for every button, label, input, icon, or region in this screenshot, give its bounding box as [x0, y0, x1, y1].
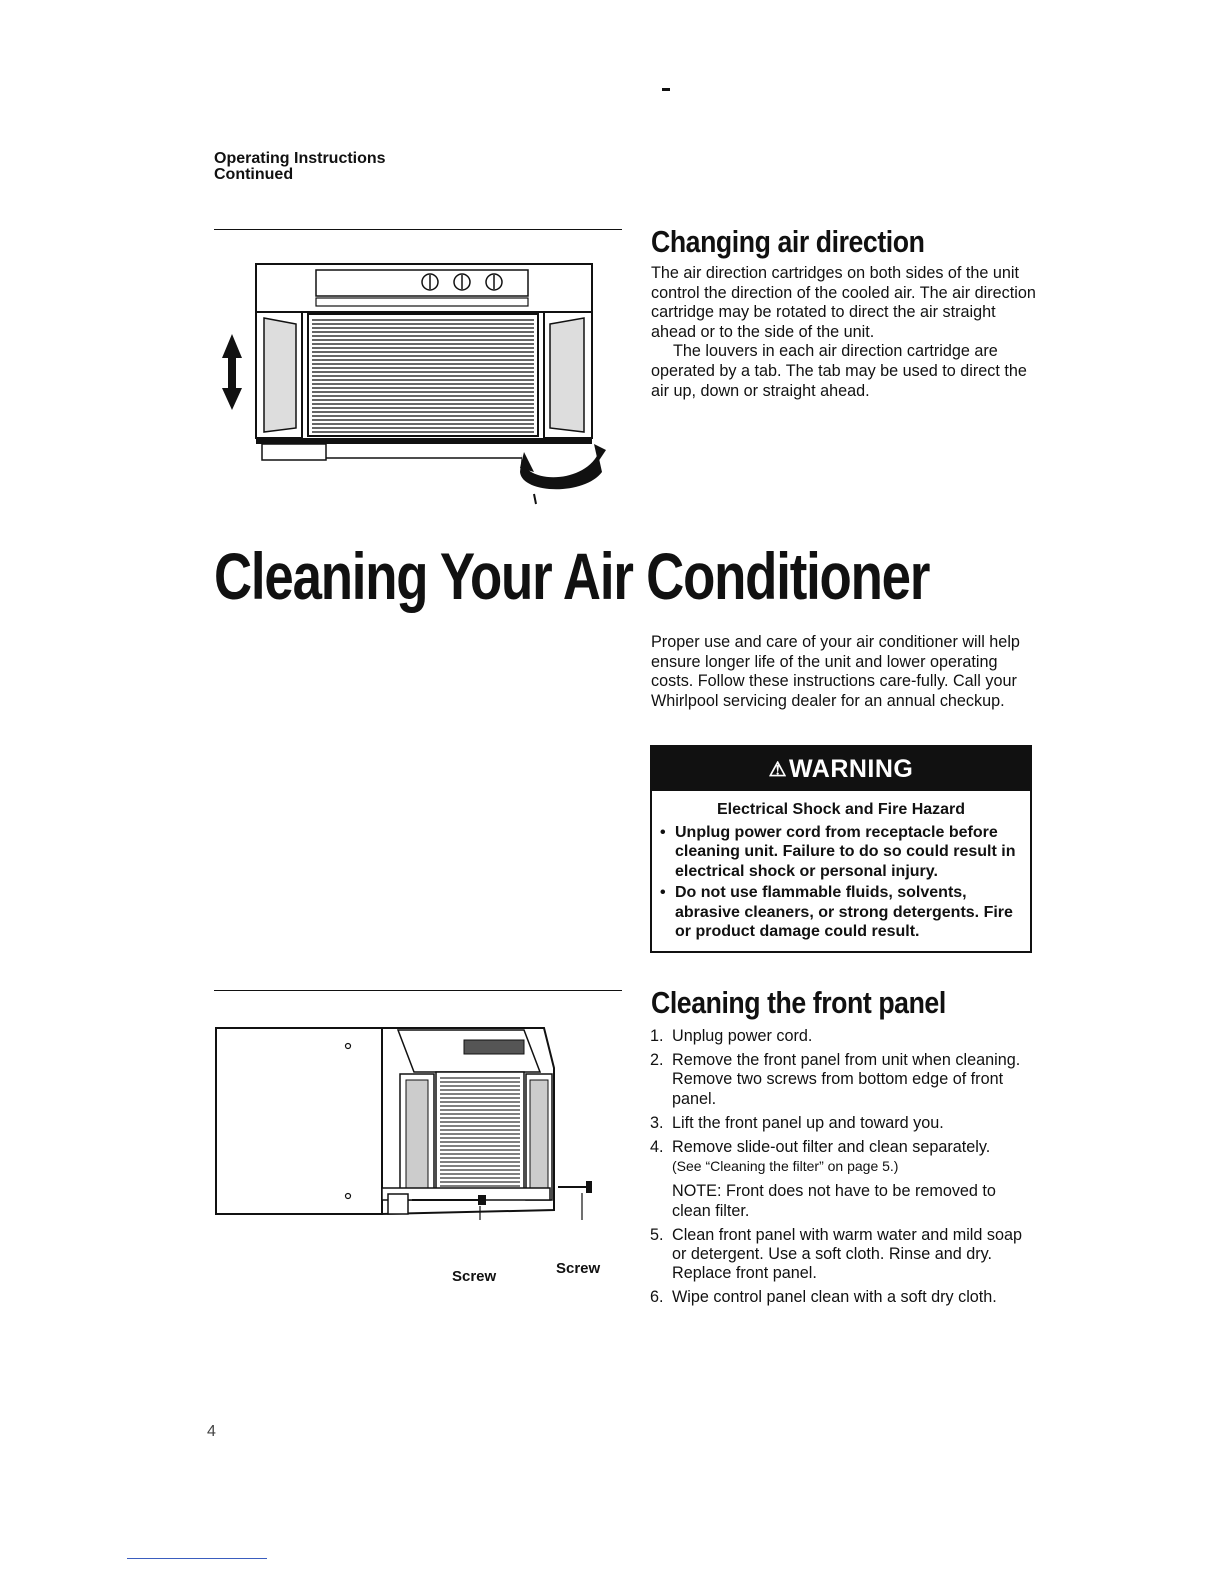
cleaning-intro: Proper use and care of your air conditioner will help ensure longer life of the unit and lower operating costs. Follow these instructions care-fully. Call your Whirlpool servicing dealer for an annual checkup. — [651, 633, 1020, 710]
screw-icon — [558, 1181, 592, 1193]
air-direction-illustration — [222, 258, 612, 508]
air-direction-body — [651, 264, 1041, 401]
warning-hazard: Electrical Shock and Fire Hazard — [716, 801, 966, 818]
screw-label-left: Screw — [452, 1268, 497, 1285]
up-down-arrow-icon — [222, 334, 242, 410]
list-item: 4. Remove slide-out filter and clean separately. (See “Cleaning the filter” on page 5.) NOTE: Front does not have to be removed to clean filter. — [650, 1138, 1036, 1221]
list-item: 6. Wipe control panel clean with a soft dry cloth. — [650, 1288, 997, 1307]
warning-item: • Do not use flammable fluids, solvents, abrasive cleaners, or strong detergents. Fire or product damage could result. — [660, 883, 1024, 941]
page-number: 4 — [207, 1423, 216, 1440]
air-direction-paragraph-1: The air direction cartridges on both sides of the unit control the direction of the cooled air. The air direction cartridge may be rotated to direct the air straight ahead or to the side of the unit. — [651, 264, 1036, 341]
warning-item: • Unplug power cord from receptacle before cleaning unit. Failure to do so could result in electrical shock or personal injury. — [660, 823, 1024, 881]
section-rule-bottom — [214, 990, 622, 991]
list-item: 2. Remove the front panel from unit when cleaning. Remove two screws from bottom edge of front panel. — [650, 1051, 1021, 1108]
list-item: 3. Lift the front panel up and toward you. — [650, 1113, 944, 1132]
warning-label: WARNING — [789, 754, 914, 783]
list-item: 5. Clean front panel with warm water and mild soap or detergent. Use a soft cloth. Rinse and dry. Replace front panel. — [650, 1225, 1022, 1283]
section-rule-top — [214, 229, 622, 230]
section-label: Operating Instructions — [214, 150, 386, 167]
running-header — [214, 151, 386, 183]
list-item: 1. Unplug power cord. — [650, 1027, 813, 1045]
warning-triangle-icon: ⚠ — [768, 758, 788, 781]
front-panel-steps — [650, 1027, 1036, 1313]
air-direction-title: Changing air direction — [651, 224, 925, 259]
continued-label: Continued — [214, 166, 294, 183]
warning-header — [652, 747, 1030, 791]
scan-mark — [662, 88, 670, 91]
page-title: Cleaning Your Air Conditioner — [214, 539, 930, 613]
front-panel-title: Cleaning the front panel — [651, 985, 946, 1020]
note-text: NOTE: Front does not have to be removed to clean filter. — [672, 1182, 996, 1220]
warning-list — [652, 823, 1030, 941]
screw-label-right: Screw — [556, 1260, 601, 1277]
control-knob-icons — [422, 274, 502, 290]
air-direction-paragraph-2: The louvers in each air direction cartridge are operated by a tab. The tab may be used to direct the air up, down or straight ahead. — [651, 342, 1027, 400]
bottom-edge-line — [127, 1558, 267, 1559]
warning-box — [650, 745, 1032, 953]
cross-reference: (See “Cleaning the filter” on page 5.) — [672, 1158, 899, 1175]
rotate-arrow-icon — [520, 444, 606, 504]
front-panel-illustration — [214, 1020, 614, 1220]
